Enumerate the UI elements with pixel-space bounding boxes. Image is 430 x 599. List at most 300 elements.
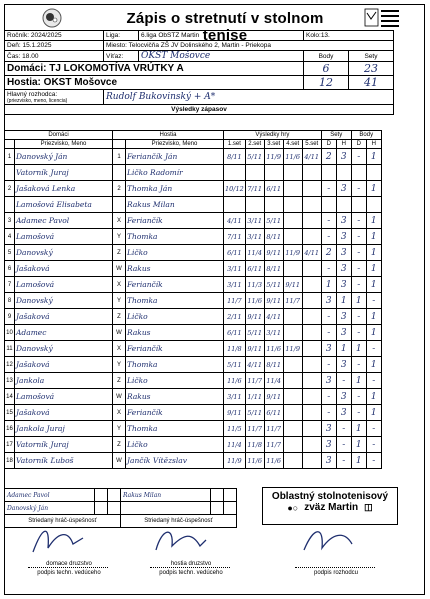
home-team-label: Domáci: TJ LOKOMOTÍVA VRÚTKY A (5, 62, 304, 76)
set5-score (302, 453, 321, 469)
sets-away: 3 (336, 357, 351, 373)
sets-col-header: Sety (321, 131, 351, 140)
sets-home: - (321, 325, 336, 341)
match-number: 17 (5, 437, 15, 453)
match-number: 14 (5, 389, 15, 405)
set1-score: 3/11 (224, 277, 246, 293)
set4-score (283, 373, 302, 389)
table-row (5, 245, 382, 261)
points-away (366, 197, 381, 213)
set4-score: 11/9 (283, 245, 302, 261)
set2-score: 9/11 (245, 309, 264, 325)
match-number (5, 165, 15, 181)
match-number: 13 (5, 373, 15, 389)
match-number: 6 (5, 261, 15, 277)
sets-home: 3 (321, 421, 336, 437)
player-code: Y (113, 421, 126, 437)
set4-score (283, 309, 302, 325)
home-player: Lamošová Elisabeta (15, 197, 113, 213)
match-number: 12 (5, 357, 15, 373)
set4-score (283, 165, 302, 181)
set5-score (302, 197, 321, 213)
set1-score: 4/11 (224, 213, 246, 229)
points-away: 1 (366, 389, 381, 405)
away-player: Ličko (126, 245, 224, 261)
sets-home: - (321, 213, 336, 229)
match-number (5, 197, 15, 213)
set1-score: 6/11 (224, 325, 246, 341)
home-team-caption: domace druzstvo (46, 561, 92, 567)
points-away: - (366, 453, 381, 469)
away-name-header: Priezvisko, Meno (126, 140, 224, 149)
set2-score: 3/11 (245, 213, 264, 229)
sets-away: 3 (336, 389, 351, 405)
match-number: 10 (5, 325, 15, 341)
set3-score: 9/11 (264, 293, 283, 309)
away-player: Rakus Milan (126, 197, 224, 213)
set1-score: 2/11 (224, 309, 246, 325)
sets-away: - (336, 421, 351, 437)
table-row (5, 341, 382, 357)
player-code (113, 197, 126, 213)
set2-score: 3/11 (245, 229, 264, 245)
home-points: 6 (304, 62, 349, 76)
match-number: 16 (5, 421, 15, 437)
sets-home: - (321, 229, 336, 245)
set5-score (302, 405, 321, 421)
home-player: Jašaková (15, 357, 113, 373)
player-code: W (113, 261, 126, 277)
points-d-header: D (351, 140, 366, 149)
sets-home: - (321, 309, 336, 325)
set1-score: 11/4 (224, 437, 246, 453)
away-player: Jančík Vítězslav (126, 453, 224, 469)
set2-score: 5/11 (245, 405, 264, 421)
points-away: - (366, 373, 381, 389)
home-player: Vatorník Ľuboš (15, 453, 113, 469)
set1-score: 6/11 (224, 245, 246, 261)
points-away: - (366, 293, 381, 309)
points-home: 1 (351, 341, 366, 357)
table-row (5, 197, 382, 213)
points-home: 1 (351, 421, 366, 437)
table-row (5, 421, 382, 437)
set2-score: 6/11 (245, 261, 264, 277)
set2-score: 5/11 (245, 149, 264, 165)
set1-score: 3/11 (224, 261, 246, 277)
winner-label: Víťaz: (104, 51, 139, 62)
match-number: 1 (5, 149, 15, 165)
home-player: Jašaková Lenka (15, 181, 113, 197)
home-player: Jašaková (15, 309, 113, 325)
set4-score (283, 453, 302, 469)
away-sub-2 (121, 502, 211, 515)
header-table (4, 30, 394, 115)
federation-logo-icon (42, 8, 62, 28)
player-code: W (113, 389, 126, 405)
set3-score: 11/9 (264, 149, 283, 165)
player-code: Y (113, 357, 126, 373)
sets-away: 3 (336, 325, 351, 341)
set1-score (224, 165, 246, 181)
sets-away: 3 (336, 181, 351, 197)
set2-score: 11/6 (245, 453, 264, 469)
table-row (5, 309, 382, 325)
set5-score (302, 181, 321, 197)
sets-home (321, 197, 336, 213)
set4-score (283, 437, 302, 453)
set4-score (283, 421, 302, 437)
away-player: Feriančík (126, 277, 224, 293)
points-label: Body (304, 51, 349, 62)
points-home: - (351, 357, 366, 373)
points-away: 1 (366, 277, 381, 293)
referee-subtitle: (priezvisko, meno, licencia) (7, 97, 68, 104)
points-home: - (351, 229, 366, 245)
points-away: - (366, 437, 381, 453)
home-col-header: Domáci (5, 131, 113, 140)
points-away: 1 (366, 261, 381, 277)
away-player: Feriančík Ján (126, 149, 224, 165)
round-cell: Kolo:13. (304, 31, 394, 41)
set4-score (283, 181, 302, 197)
sets-label: Sety (349, 51, 394, 62)
points-home: 1 (351, 373, 366, 389)
points-home: - (351, 149, 366, 165)
points-home: - (351, 261, 366, 277)
set3-score: 11/6 (264, 453, 283, 469)
set3-header: 3.set (264, 140, 283, 149)
set2-score (245, 165, 264, 181)
home-player: Jašaková (15, 405, 113, 421)
player-code: Z (113, 245, 126, 261)
away-team-label: Hostia: OKST Mošovce (5, 76, 304, 90)
points-away: - (366, 421, 381, 437)
set1-score: 9/11 (224, 405, 246, 421)
sets-away: 3 (336, 405, 351, 421)
set1-score: 7/11 (224, 229, 246, 245)
away-player: Thomka Ján (126, 181, 224, 197)
set5-score (302, 293, 321, 309)
set3-score: 11/4 (264, 373, 283, 389)
set4-score: 9/11 (283, 277, 302, 293)
table-row (5, 181, 382, 197)
set3-score: 11/7 (264, 437, 283, 453)
set3-score: 9/11 (264, 389, 283, 405)
points-home: - (351, 245, 366, 261)
home-player: Danovský (15, 293, 113, 309)
sets-home: - (321, 181, 336, 197)
set4-score (283, 197, 302, 213)
player-code (113, 165, 126, 181)
table-row (5, 213, 382, 229)
player-code: Y (113, 229, 126, 245)
table-row (5, 437, 382, 453)
set3-score: 5/11 (264, 213, 283, 229)
set3-score (264, 165, 283, 181)
sets-d-header: D (321, 140, 336, 149)
sets-away: 3 (336, 213, 351, 229)
home-player: Jankola Juraj (15, 421, 113, 437)
away-points: 12 (304, 76, 349, 90)
points-home: - (351, 213, 366, 229)
away-player: Ličko (126, 437, 224, 453)
set2-score: 11/4 (245, 245, 264, 261)
away-player: Rakus (126, 261, 224, 277)
away-tech-caption: podpis techn. vedúceho (159, 570, 223, 576)
home-sub-2-p (108, 502, 121, 515)
set4-score (283, 405, 302, 421)
player-code: Z (113, 373, 126, 389)
home-player: Vatorník Juraj (15, 165, 113, 181)
home-player: Adamec (15, 325, 113, 341)
sets-home (321, 165, 336, 181)
set3-score: 11/7 (264, 421, 283, 437)
points-away: 1 (366, 357, 381, 373)
set5-score (302, 373, 321, 389)
set2-score: 9/11 (245, 341, 264, 357)
table-row (5, 261, 382, 277)
set3-score (264, 197, 283, 213)
set2-score: 4/11 (245, 357, 264, 373)
points-home: - (351, 181, 366, 197)
points-away (366, 165, 381, 181)
set2-score: 11/3 (245, 277, 264, 293)
table-row (5, 277, 382, 293)
home-sub-label: Striedaný hráč-úspešnosť (5, 515, 121, 528)
ping-pong-icon: ●○ (287, 502, 299, 513)
home-player: Lamošová (15, 389, 113, 405)
set4-score (283, 325, 302, 341)
set5-score (302, 213, 321, 229)
home-player: Jankola (15, 373, 113, 389)
points-away: 1 (366, 405, 381, 421)
away-col-header: Hostia (113, 131, 224, 140)
federation-line1: Oblastný stolnotenisový (271, 491, 389, 502)
sets-away: 1 (336, 341, 351, 357)
set3-score: 8/11 (264, 229, 283, 245)
home-sub-1: Adamec Pavol (5, 489, 95, 502)
away-sub-2-p (224, 502, 237, 515)
sets-away: 3 (336, 261, 351, 277)
points-home: 1 (351, 293, 366, 309)
home-player: Danovský (15, 341, 113, 357)
sets-home: 3 (321, 437, 336, 453)
match-number: 3 (5, 213, 15, 229)
home-player: Danovský Ján (15, 149, 113, 165)
set1-score: 3/11 (224, 389, 246, 405)
set5-score (302, 421, 321, 437)
set1-score: 11/8 (224, 341, 246, 357)
points-home (351, 165, 366, 181)
set1-score: 10/12 (224, 181, 246, 197)
away-sub-1-p (224, 489, 237, 502)
sets-home: 2 (321, 245, 336, 261)
table-row (5, 325, 382, 341)
table-row (5, 293, 382, 309)
sets-home: 3 (321, 453, 336, 469)
set5-score (302, 165, 321, 181)
away-player: Rakus (126, 389, 224, 405)
player-code: Z (113, 437, 126, 453)
set1-score: 11/7 (224, 293, 246, 309)
set5-score: 4/11 (302, 245, 321, 261)
points-h-header: H (366, 140, 381, 149)
set3-score: 4/11 (264, 309, 283, 325)
away-player: Thomka (126, 357, 224, 373)
match-number: 5 (5, 245, 15, 261)
away-sets: 41 (349, 76, 394, 90)
points-away: 1 (366, 245, 381, 261)
set5-score (302, 261, 321, 277)
col-num (5, 140, 15, 149)
set5-score (302, 357, 321, 373)
points-away: 1 (366, 229, 381, 245)
points-away: 1 (366, 181, 381, 197)
sets-away: - (336, 437, 351, 453)
points-home: 1 (351, 437, 366, 453)
points-away: 1 (366, 149, 381, 165)
points-home: - (351, 325, 366, 341)
results-table (4, 130, 382, 469)
set3-score: 6/11 (264, 181, 283, 197)
player-code: X (113, 341, 126, 357)
match-number: 15 (5, 405, 15, 421)
points-home: - (351, 309, 366, 325)
sets-away: - (336, 453, 351, 469)
league-prefix: Liga: (104, 31, 139, 41)
home-tech-caption: podpis techn. vedúceho (37, 570, 101, 576)
home-player: Lamošová (15, 277, 113, 293)
sets-away: - (336, 373, 351, 389)
season-cell: Ročník: 2024/2025 (5, 31, 104, 41)
sets-home: - (321, 357, 336, 373)
set2-score: 7/11 (245, 181, 264, 197)
player-code: 1 (113, 149, 126, 165)
set2-score: 11/6 (245, 293, 264, 309)
set3-score: 8/11 (264, 261, 283, 277)
points-away: - (366, 341, 381, 357)
table-row (5, 149, 382, 165)
away-player: Ličko (126, 373, 224, 389)
city-coat-of-arms-icon (363, 7, 403, 29)
table-row (5, 357, 382, 373)
away-team-caption: hostia druzstvo (170, 561, 212, 567)
set5-score (302, 325, 321, 341)
match-number: 2 (5, 181, 15, 197)
player-code: X (113, 405, 126, 421)
sets-h-header: H (336, 140, 351, 149)
sets-away (336, 165, 351, 181)
referee-signature (300, 520, 360, 560)
set2-score: 11/8 (245, 437, 264, 453)
set3-score: 6/11 (264, 405, 283, 421)
set2-score (245, 197, 264, 213)
set3-score: 9/11 (264, 245, 283, 261)
home-sub-2-v (95, 502, 108, 515)
referee-title: Hlavný rozhodca: (7, 90, 58, 98)
set2-header: 2.set (245, 140, 264, 149)
player-code: 2 (113, 181, 126, 197)
home-player: Vatorník Juraj (15, 437, 113, 453)
home-sub-1-v (95, 489, 108, 502)
winner-value: OKST Mošovce (139, 51, 304, 62)
match-number: 8 (5, 293, 15, 309)
player-code: Z (113, 309, 126, 325)
home-player: Lamošová (15, 229, 113, 245)
away-player: Feriančík (126, 405, 224, 421)
referee-signature-line (295, 567, 375, 568)
set3-score: 3/11 (264, 325, 283, 341)
set3-score: 5/11 (264, 277, 283, 293)
sets-away (336, 197, 351, 213)
time-cell: Čas: 18.00 (5, 51, 104, 62)
set4-score (283, 229, 302, 245)
sets-home: 3 (321, 373, 336, 389)
points-away: 1 (366, 309, 381, 325)
table-row (5, 373, 382, 389)
venue-cell: Miesto: Telocvičňa ZŠ JV Dolinského 2, Martin - Priekopa (104, 41, 394, 51)
set4-score: 11/7 (283, 293, 302, 309)
sets-away: 3 (336, 149, 351, 165)
table-row (5, 405, 382, 421)
set5-score (302, 309, 321, 325)
match-number: 7 (5, 277, 15, 293)
away-player: Thomka (126, 229, 224, 245)
points-home: - (351, 389, 366, 405)
date-cell: Deň: 15.1.2025 (5, 41, 104, 51)
away-sub-label: Striedaný hráč-úspešnosť (121, 515, 237, 528)
page-title: Zápis o stretnutí v stolnom tenise (126, 10, 324, 44)
set5-score (302, 389, 321, 405)
away-sub-1-v (211, 489, 224, 502)
away-player: Ličko Radomír (126, 165, 224, 181)
set4-header: 4.set (283, 140, 302, 149)
home-signature-line (28, 567, 108, 568)
referee-label (5, 90, 104, 105)
set2-score: 11/7 (245, 373, 264, 389)
points-col-header: Body (351, 131, 381, 140)
referee-caption: podpis rozhodcu (313, 570, 359, 576)
set3-score: 11/6 (264, 341, 283, 357)
set4-score: 11/6 (283, 149, 302, 165)
set1-score: 11/5 (224, 421, 246, 437)
federation-line2: zväz Martin (304, 502, 359, 513)
table-row (5, 389, 382, 405)
sets-home: 3 (321, 341, 336, 357)
sets-away: 3 (336, 309, 351, 325)
sets-home: 3 (321, 293, 336, 309)
sets-away: 3 (336, 245, 351, 261)
set1-score: 11/6 (224, 373, 246, 389)
games-col-header: Výsledky hry (224, 131, 322, 140)
sets-away: 1 (336, 293, 351, 309)
set4-score: 11/9 (283, 341, 302, 357)
table-row (5, 165, 382, 181)
home-player: Adamec Pavol (15, 213, 113, 229)
home-signature (28, 520, 88, 560)
away-player: Thomka (126, 293, 224, 309)
home-name-header: Priezvisko, Meno (15, 140, 113, 149)
home-sets: 23 (349, 62, 394, 76)
set5-score (302, 341, 321, 357)
away-signature (150, 520, 210, 560)
match-number: 11 (5, 341, 15, 357)
points-away: 1 (366, 325, 381, 341)
results-heading: Výsledky zápasov (5, 105, 394, 115)
league-cell: 6.liga ObSTZ Martin (139, 31, 304, 41)
sets-home: 2 (321, 149, 336, 165)
